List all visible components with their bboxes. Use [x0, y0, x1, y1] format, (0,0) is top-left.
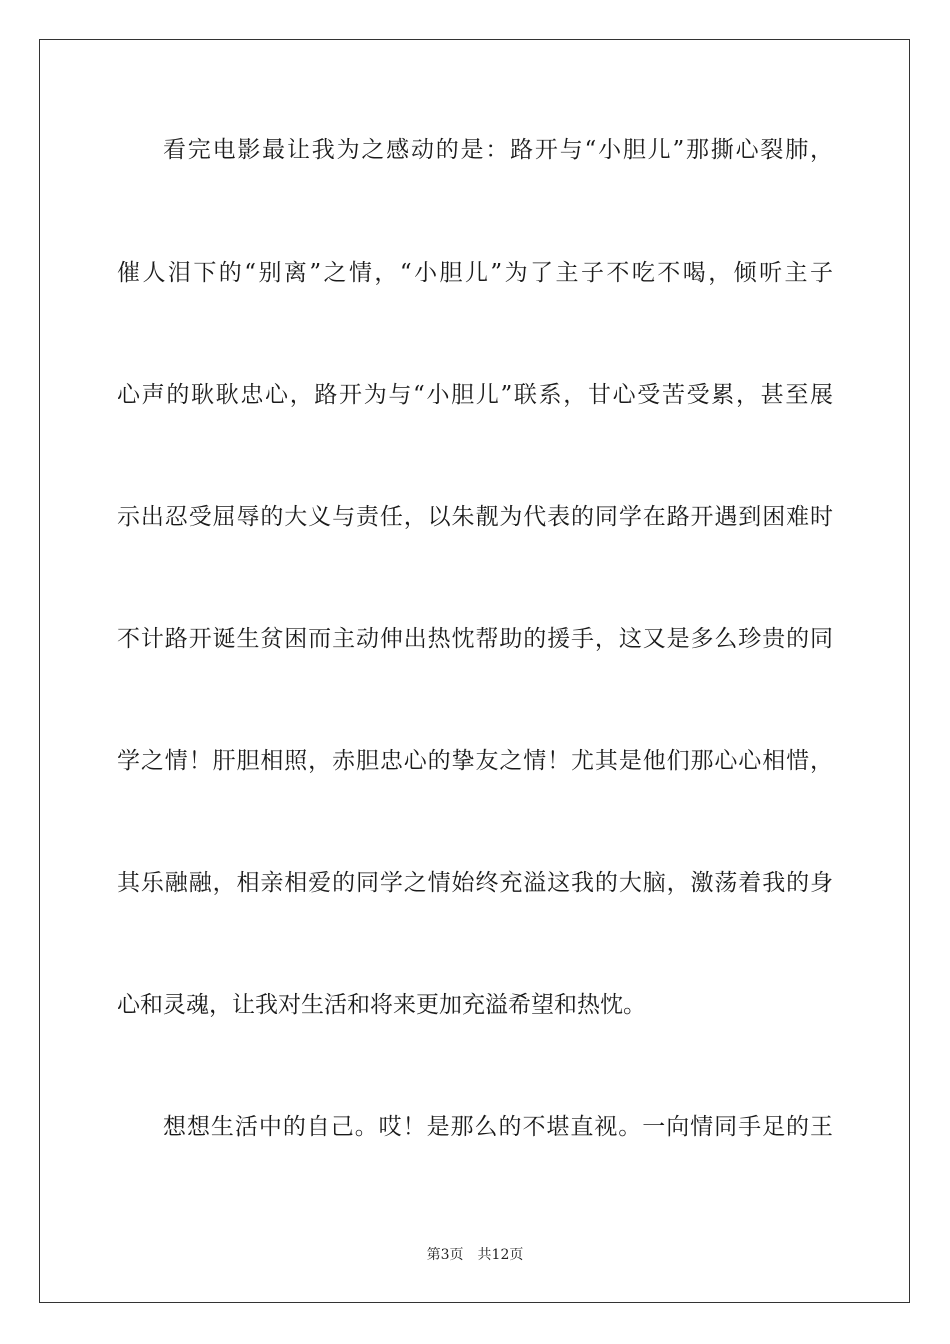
paragraph-line: 想想生活中的自己。哎！是那么的不堪直视。一向情同手足的王 — [163, 1114, 833, 1140]
page-total: 共12页 — [477, 1247, 524, 1263]
paragraph-line: 学之情！肝胆相照，赤胆忠心的挚友之情！尤其是他们那心心相惜， — [117, 748, 833, 774]
page-number: 第3页 — [426, 1247, 464, 1263]
paragraph-line: 示出忍受屈辱的大义与责任，以朱靓为代表的同学在路开遇到困难时 — [117, 504, 833, 530]
paragraph-line: 其乐融融，相亲相爱的同学之情始终充溢这我的大脑，激荡着我的身 — [117, 870, 833, 896]
paragraph-line: 催人泪下的“别离”之情，“小胆儿”为了主子不吃不喝，倾听主子 — [117, 260, 833, 286]
paragraph-line: 心和灵魂，让我对生活和将来更加充溢希望和热忱。 — [117, 992, 646, 1018]
paragraph-line: 看完电影最让我为之感动的是：路开与“小胆儿”那撕心裂肺， — [163, 137, 833, 163]
page-footer — [0, 1246, 950, 1264]
paragraph-line: 不计路开诞生贫困而主动伸出热忱帮助的援手，这又是多么珍贵的同 — [117, 626, 833, 652]
paragraph-line: 心声的耿耿忠心，路开为与“小胆儿”联系，甘心受苦受累，甚至展 — [117, 382, 833, 408]
